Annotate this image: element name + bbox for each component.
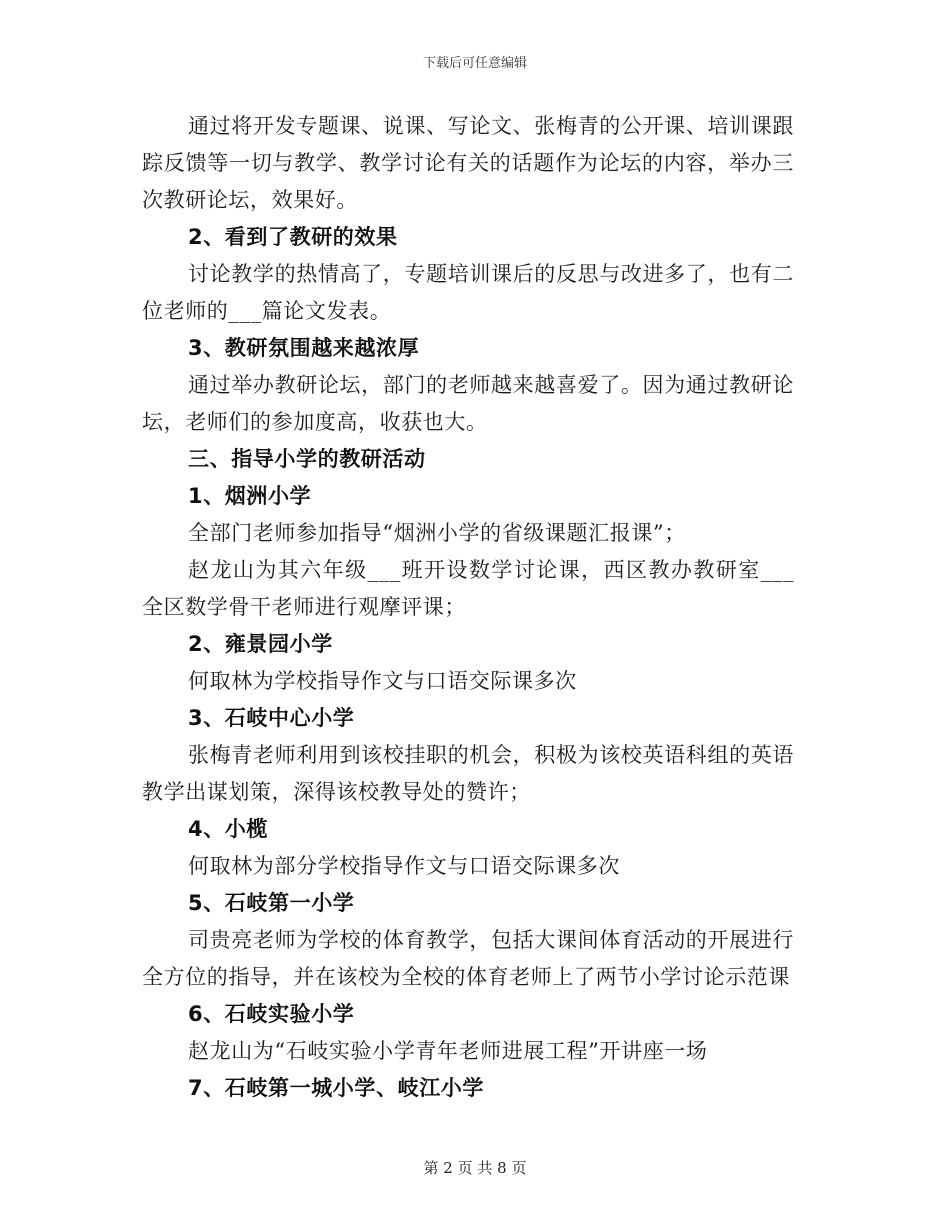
- section-heading: 4、小榄: [188, 817, 269, 841]
- paragraph: 张梅青老师利用到该校挂职的机会，积极为该校英语科组的英语教学出谋划策，深得该校教导处的赞许；: [142, 743, 794, 804]
- section-heading: 三、指导小学的教研活动: [188, 447, 426, 471]
- paragraph: 讨论教学的热情高了，专题培训课后的反思与改进多了，也有二位老师的___篇论文发表。: [142, 262, 794, 323]
- document-body: [142, 108, 794, 1107]
- section-heading: 1、烟洲小学: [188, 484, 312, 508]
- section-heading: 3、石岐中心小学: [188, 706, 355, 730]
- section-heading: 2、雍景园小学: [188, 632, 333, 656]
- page-footer: 第 2 页 共 8 页: [423, 1159, 527, 1177]
- paragraph: 司贵亮老师为学校的体育教学，包括大课间体育活动的开展进行全方位的指导，并在该校为全校的体育老师上了两节小学讨论示范课: [142, 928, 794, 989]
- paragraph: 赵龙山为“石岐实验小学青年老师进展工程”开讲座一场: [188, 1039, 708, 1063]
- page-header: 下载后可任意编辑: [422, 56, 527, 71]
- section-heading: 2、看到了教研的效果: [188, 225, 398, 249]
- section-heading: 5、石岐第一小学: [188, 891, 355, 915]
- section-heading: 7、石岐第一城小学、岐江小学: [188, 1076, 485, 1100]
- paragraph: 通过将开发专题课、说课、写论文、张梅青的公开课、培训课跟踪反馈等一切与教学、教学讨论有关的话题作为论坛的内容，举办三次教研论坛，效果好。: [142, 114, 794, 212]
- section-heading: 6、石岐实验小学: [188, 1002, 355, 1026]
- paragraph: 何取林为部分学校指导作文与口语交际课多次: [188, 854, 620, 878]
- section-heading: 3、教研氛围越来越浓厚: [188, 336, 420, 360]
- paragraph: 赵龙山为其六年级___班开设数学讨论课，西区教办教研室___全区数学骨干老师进行观摩评课；: [142, 558, 794, 619]
- paragraph: 全部门老师参加指导“烟洲小学的省级课题汇报课”；: [188, 521, 686, 545]
- paragraph: 通过举办教研论坛，部门的老师越来越喜爱了。因为通过教研论坛，老师们的参加度高，收获也大。: [142, 373, 794, 434]
- paragraph: 何取林为学校指导作文与口语交际课多次: [188, 669, 577, 693]
